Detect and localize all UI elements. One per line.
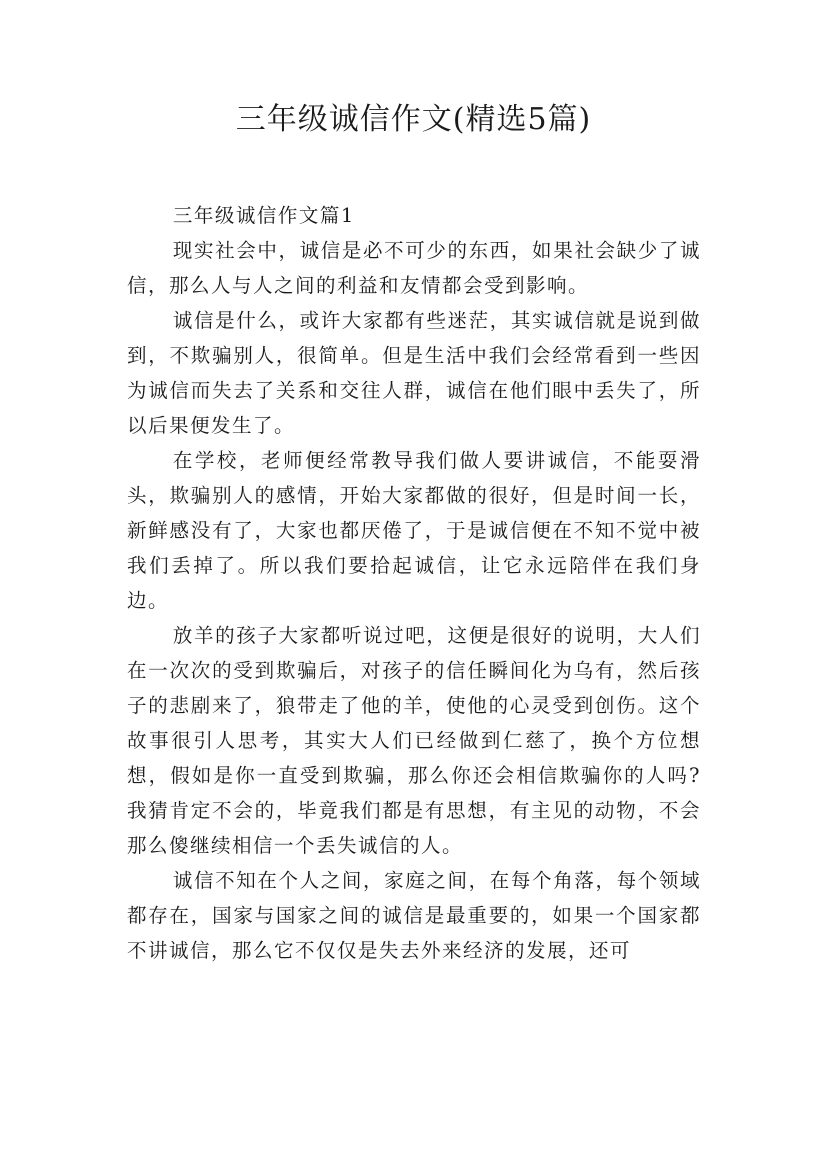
paragraph: 现实社会中，诚信是必不可少的东西，如果社会缺少了诚信，那么人与人之间的利益和友情都会受到影响。	[127, 239, 701, 297]
paragraph: 诚信不知在个人之间，家庭之间，在每个角落，每个领域都存在，国家与国家之间的诚信是最重要的，如果一个国家都不讲诚信，那么它不仅仅是失去外来经济的发展，还可	[127, 869, 701, 962]
document-title: 三年级诚信作文(精选5篇)	[235, 102, 592, 137]
section-heading: 三年级诚信作文篇1	[172, 204, 355, 227]
paragraph: 诚信是什么，或许大家都有些迷茫，其实诚信就是说到做到，不欺骗别人，很简单。但是生活中我们会经常看到一些因为诚信而失去了关系和交往人群，诚信在他们眼中丢失了，所以后果便发生了。	[127, 309, 701, 437]
document-body	[127, 198, 701, 968]
paragraph: 在学校，老师便经常教导我们做人要讲诚信，不能耍滑头，欺骗别人的感情，开始大家都做的很好，但是时间一长，新鲜感没有了，大家也都厌倦了，于是诚信便在不知不觉中被我们丢掉了。所以我们要拾起诚信，让它永远陪伴在我们身边。	[127, 449, 701, 612]
paragraph: 放羊的孩子大家都听说过吧，这便是很好的说明，大人们在一次次的受到欺骗后，对孩子的信任瞬间化为乌有，然后孩子的悲剧来了，狼带走了他的羊，使他的心灵受到创伤。这个故事很引人思考，其实大人们已经做到仁慈了，换个方位想想，假如是你一直受到欺骗，那么你还会相信欺骗你的人吗?我猜肯定不会的，毕竟我们都是有思想，有主见的动物，不会那么傻继续相信一个丢失诚信的人。	[127, 624, 701, 857]
